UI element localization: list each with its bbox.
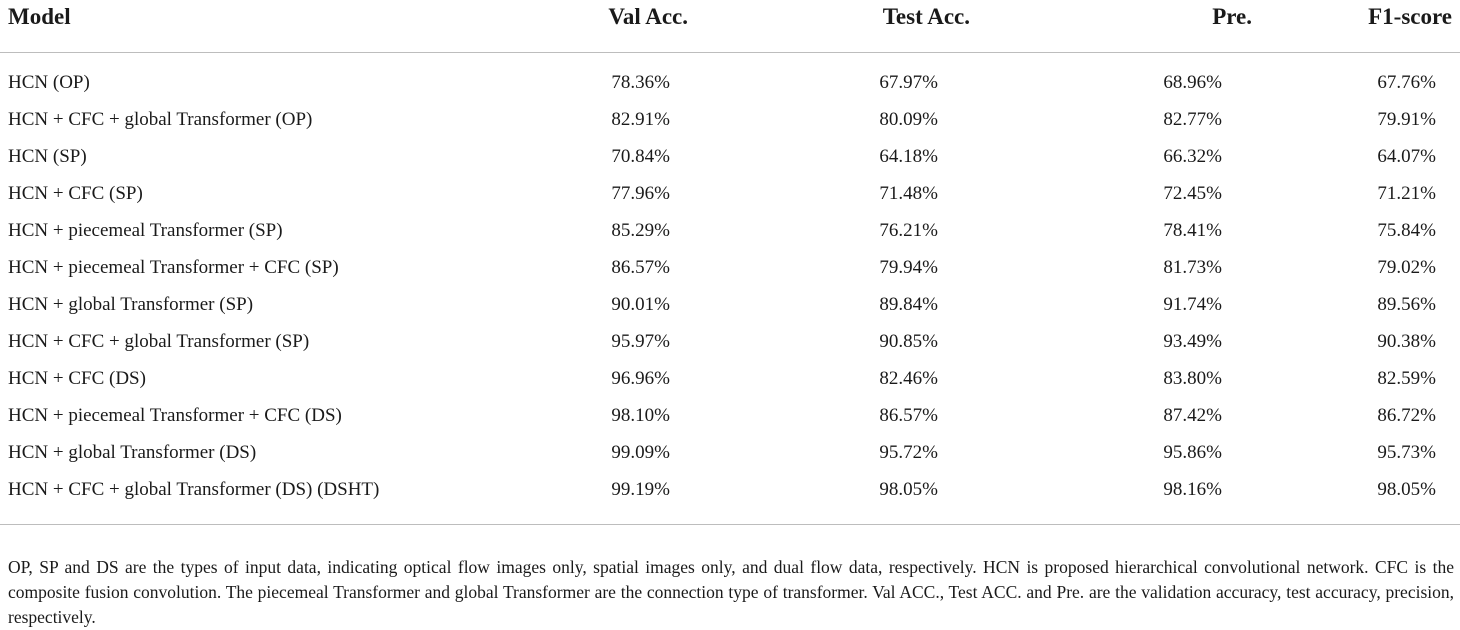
cell-f1-score: 79.91% [1377,109,1436,130]
header-f1-score: F1-score [1282,0,1460,52]
table-row [0,472,1460,509]
cell-precision: 87.42% [1163,405,1222,426]
header-val-acc: Val Acc. [520,0,780,52]
cell-model: HCN + global Transformer (SP) [8,294,254,315]
cell-precision: 72.45% [1163,183,1222,204]
cell-test-acc: 82.46% [879,368,938,389]
cell-f1-score: 98.05% [1377,479,1436,500]
table-footnote: OP, SP and DS are the types of input data, indicating optical flow images only, spatial images only, and dual flow data, respectively. HCN is proposed hierarchical convolutional network. CFC is the composite fusion convolution. The piecemeal Transformer and global Transformer are the connection type of transformer. Val ACC., Test ACC. and Pre. are the validation accuracy, test accuracy, precision, respectively. [8,556,1454,627]
cell-val-acc: 82.91% [611,109,670,130]
cell-val-acc: 96.96% [611,368,670,389]
cell-test-acc: 71.48% [879,183,938,204]
cell-precision: 83.80% [1163,368,1222,389]
cell-test-acc: 90.85% [879,331,938,352]
cell-val-acc: 90.01% [611,294,670,315]
cell-test-acc: 86.57% [879,405,938,426]
cell-test-acc: 98.05% [879,479,938,500]
table-row [0,102,1460,139]
table-row [0,361,1460,398]
cell-val-acc: 85.29% [611,220,670,241]
cell-model: HCN + CFC (DS) [8,368,146,389]
table-body [0,52,1460,509]
cell-test-acc: 89.84% [879,294,938,315]
cell-model: HCN + piecemeal Transformer + CFC (SP) [8,257,339,278]
cell-precision: 66.32% [1163,146,1222,167]
cell-model: HCN + piecemeal Transformer (SP) [8,220,283,241]
table-row [0,287,1460,324]
cell-model: HCN (OP) [8,72,90,93]
table-row [0,52,1460,102]
header-row [0,0,1460,52]
cell-precision: 68.96% [1163,72,1222,93]
table-row [0,139,1460,176]
cell-test-acc: 79.94% [879,257,938,278]
cell-precision: 81.73% [1163,257,1222,278]
table-row [0,250,1460,287]
cell-precision: 91.74% [1163,294,1222,315]
cell-f1-score: 71.21% [1377,183,1436,204]
table-row [0,213,1460,250]
cell-val-acc: 99.09% [611,442,670,463]
cell-model: HCN + piecemeal Transformer + CFC (DS) [8,405,342,426]
table-header [0,0,1460,52]
cell-f1-score: 95.73% [1377,442,1436,463]
cell-precision: 98.16% [1163,479,1222,500]
cell-precision: 78.41% [1163,220,1222,241]
cell-f1-score: 79.02% [1377,257,1436,278]
cell-val-acc: 99.19% [611,479,670,500]
cell-val-acc: 98.10% [611,405,670,426]
cell-f1-score: 75.84% [1377,220,1436,241]
cell-precision: 93.49% [1163,331,1222,352]
cell-model: HCN + CFC (SP) [8,183,143,204]
cell-test-acc: 67.97% [879,72,938,93]
cell-val-acc: 77.96% [611,183,670,204]
cell-test-acc: 64.18% [879,146,938,167]
cell-val-acc: 86.57% [611,257,670,278]
table-row [0,435,1460,472]
table-row [0,176,1460,213]
cell-model: HCN + CFC + global Transformer (DS) (DSHT) [8,479,380,500]
header-precision: Pre. [1032,0,1282,52]
cell-f1-score: 64.07% [1377,146,1436,167]
cell-test-acc: 95.72% [879,442,938,463]
header-model: Model [0,0,520,52]
table-row [0,324,1460,361]
cell-precision: 82.77% [1163,109,1222,130]
table-row [0,398,1460,435]
cell-f1-score: 82.59% [1377,368,1436,389]
cell-f1-score: 89.56% [1377,294,1436,315]
cell-model: HCN + global Transformer (DS) [8,442,257,463]
cell-f1-score: 90.38% [1377,331,1436,352]
cell-test-acc: 76.21% [879,220,938,241]
cell-precision: 95.86% [1163,442,1222,463]
header-test-acc: Test Acc. [780,0,1032,52]
cell-val-acc: 70.84% [611,146,670,167]
cell-val-acc: 95.97% [611,331,670,352]
cell-f1-score: 67.76% [1377,72,1436,93]
cell-val-acc: 78.36% [611,72,670,93]
cell-test-acc: 80.09% [879,109,938,130]
cell-f1-score: 86.72% [1377,405,1436,426]
table-bottom-rule [0,524,1460,525]
cell-model: HCN + CFC + global Transformer (OP) [8,109,313,130]
cell-model: HCN + CFC + global Transformer (SP) [8,331,310,352]
cell-model: HCN (SP) [8,146,87,167]
